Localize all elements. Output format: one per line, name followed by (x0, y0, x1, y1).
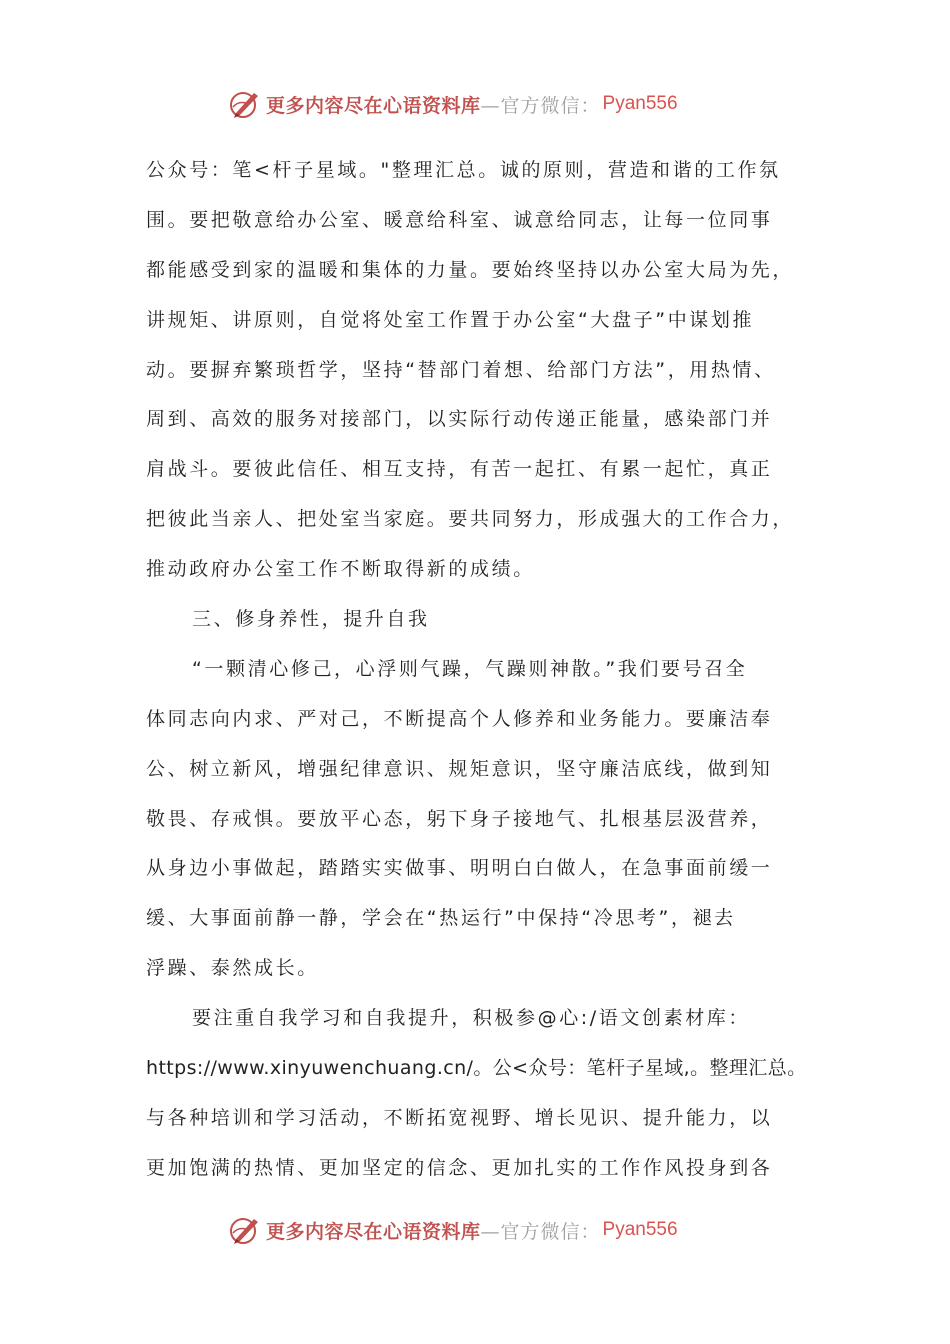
text-line: 要注重自我学习和自我提升，积极参@心:/语文创素材库： (192, 1007, 751, 1030)
text-line: 公、树立新风，增强纪律意识、规矩意识，坚守廉洁底线，做到知 (146, 757, 773, 780)
section-heading: 三、修身养性，提升自我 (192, 608, 430, 631)
banner-site-name: 更多内容尽在心语资料库 (266, 1220, 481, 1243)
header-banner (228, 84, 748, 124)
text-line: 讲规矩、讲原则，自觉将处室工作置于办公室“大盘子”中谋划推 (146, 308, 755, 331)
footer-banner (228, 1210, 748, 1250)
pen-logo-icon (228, 87, 262, 121)
text-line: 体同志向内求、严对己，不断提高个人修养和业务能力。要廉洁奉 (146, 707, 773, 730)
text-line: 推动政府办公室工作不断取得新的成绩。 (146, 558, 535, 581)
text-line: 浮躁、泰然成长。 (146, 957, 319, 980)
body-text (146, 146, 836, 1194)
pen-logo-icon (228, 1213, 262, 1247)
banner-site-name: 更多内容尽在心语资料库 (266, 94, 481, 117)
text-line: 公众号：笔<杆子星域。"整理汇总。诚的原则，营造和谐的工作氛 (146, 159, 781, 181)
text-line: 敬畏、存戒惧。要放平心态，躬下身子接地气、扎根基层汲营养， (146, 807, 773, 830)
text-line-url: https://www.xinyuwenchuang.cn/。公<众号：笔杆子星域,。整理汇总。 (146, 1057, 807, 1080)
text-line: 都能感受到家的温暖和集体的力量。要始终坚持以办公室大局为先， (146, 258, 795, 281)
text-line: 把彼此当亲人、把处室当家庭。要共同努力，形成强大的工作合力， (146, 508, 795, 531)
text-line: 与各种培训和学习活动，不断拓宽视野、增长见识、提升能力，以 (146, 1106, 773, 1129)
banner-wechat-id: Pyan556 (602, 1219, 678, 1240)
banner-wechat-label: —官方微信： (480, 1220, 601, 1243)
text-line: 缓、大事面前静一静，学会在“热运行”中保持“冷思考”，褪去 (146, 907, 736, 930)
text-line: 肩战斗。要彼此信任、相互支持，有苦一起扛、有累一起忙，真正 (146, 458, 773, 481)
text-line: 周到、高效的服务对接部门，以实际行动传递正能量，感染部门并 (146, 408, 773, 431)
text-line: 更加饱满的热情、更加坚定的信念、更加扎实的工作作风投身到各 (146, 1156, 773, 1179)
banner-wechat-id: Pyan556 (602, 93, 678, 114)
text-line: 动。要摒弃繁琐哲学，坚持“替部门着想、给部门方法”，用热情、 (146, 358, 776, 381)
text-line: 从身边小事做起，踏踏实实做事、明明白白做人，在急事面前缓一 (146, 857, 773, 880)
banner-wechat-label: —官方微信： (480, 94, 601, 117)
text-line: 围。要把敬意给办公室、暖意给科室、诚意给同志，让每一位同事 (146, 208, 773, 231)
text-line: “一颗清心修己，心浮则气躁，气躁则神散。”我们要号召全 (192, 657, 748, 680)
